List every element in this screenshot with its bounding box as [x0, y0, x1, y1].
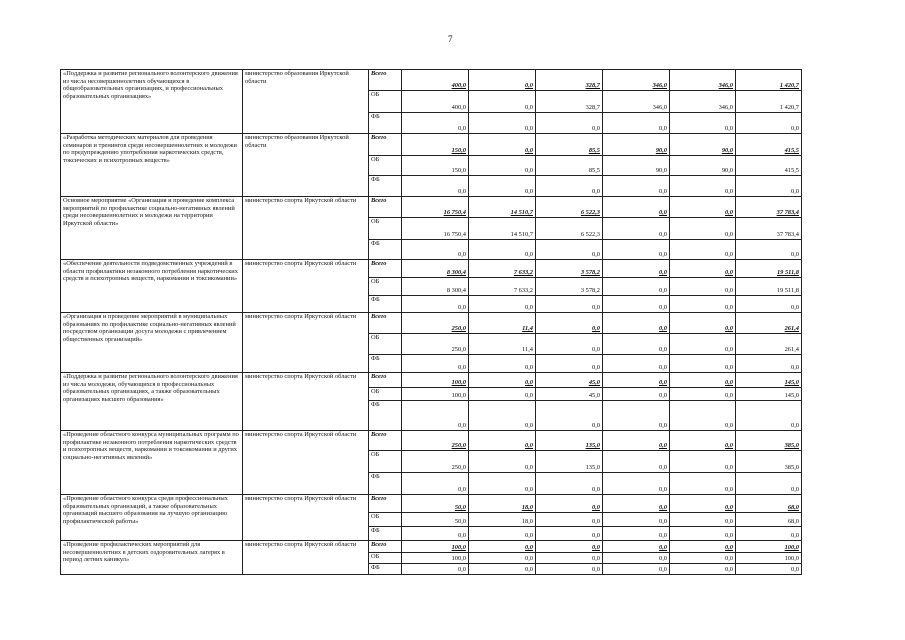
amount-total: 37 783,4: [736, 218, 802, 240]
amount-year-2: 0,0: [469, 134, 536, 156]
amount-year-2: 0,0: [469, 401, 536, 431]
amount-total: 385,0: [736, 431, 802, 451]
funding-source-label: ФБ: [369, 527, 402, 541]
amount-year-2: 14 510,7: [469, 197, 536, 218]
amount-total: 0,0: [736, 355, 802, 373]
amount-year-5: 0,0: [670, 313, 736, 334]
amount-year-3: 85,5: [536, 134, 603, 156]
funding-source-label: Всего: [369, 373, 402, 388]
amount-year-5: 0,0: [670, 541, 736, 553]
funding-source-label: Всего: [369, 197, 402, 218]
amount-year-4: 0,0: [603, 431, 670, 451]
amount-year-3: 0,0: [536, 176, 603, 197]
amount-year-1: 250,0: [402, 313, 469, 334]
amount-year-5: 0,0: [670, 355, 736, 373]
funding-source-label: ФБ: [369, 355, 402, 373]
amount-year-4: 0,0: [603, 218, 670, 240]
amount-year-5: 0,0: [670, 278, 736, 296]
amount-year-2: 0,0: [469, 564, 536, 575]
amount-year-3: 0,0: [536, 296, 603, 313]
funding-source-label: ФБ: [369, 240, 402, 260]
amount-year-2: 0,0: [469, 553, 536, 564]
responsible-executor: министерство спорта Иркутской области: [243, 260, 369, 313]
amount-year-3: 85,5: [536, 156, 603, 176]
amount-year-1: 0,0: [402, 355, 469, 373]
amount-year-5: 0,0: [670, 218, 736, 240]
amount-year-2: 0,0: [469, 388, 536, 401]
amount-year-5: 0,0: [670, 388, 736, 401]
amount-total: 68,0: [736, 495, 802, 513]
amount-year-3: 45,0: [536, 388, 603, 401]
amount-year-2: 18,0: [469, 513, 536, 527]
amount-year-1: 0,0: [402, 564, 469, 575]
amount-total: 68,0: [736, 513, 802, 527]
amount-year-3: 0,0: [536, 527, 603, 541]
amount-year-4: 0,0: [603, 401, 670, 431]
amount-year-1: 8 300,4: [402, 278, 469, 296]
amount-year-4: 0,0: [603, 527, 670, 541]
funding-source-label: ОБ: [369, 553, 402, 564]
amount-year-5: 346,0: [670, 91, 736, 113]
amount-year-2: 7 633,2: [469, 278, 536, 296]
amount-year-1: 8 300,4: [402, 260, 469, 278]
amount-year-5: 0,0: [670, 334, 736, 355]
amount-year-2: 0,0: [469, 113, 536, 134]
amount-year-2: 14 510,7: [469, 218, 536, 240]
table-row-total: [61, 373, 802, 388]
responsible-executor: министерство спорта Иркутской области: [243, 197, 369, 260]
amount-year-2: 0,0: [469, 355, 536, 373]
amount-year-4: 0,0: [603, 553, 670, 564]
responsible-executor: министерство спорта Иркутской области: [243, 373, 369, 431]
amount-year-3: 135,0: [536, 431, 603, 451]
amount-year-1: 150,0: [402, 134, 469, 156]
table-row-total: [61, 541, 802, 553]
amount-year-3: 0,0: [536, 401, 603, 431]
amount-year-5: 0,0: [670, 176, 736, 197]
amount-year-5: 0,0: [670, 513, 736, 527]
amount-total: 415,5: [736, 156, 802, 176]
amount-year-5: 346,0: [670, 70, 736, 91]
funding-source-label: Всего: [369, 260, 402, 278]
amount-year-1: 0,0: [402, 296, 469, 313]
amount-year-5: 0,0: [670, 564, 736, 575]
amount-year-1: 50,0: [402, 513, 469, 527]
amount-year-3: 0,0: [536, 240, 603, 260]
amount-year-4: 0,0: [603, 564, 670, 575]
amount-year-2: 0,0: [469, 70, 536, 91]
amount-year-4: 0,0: [603, 495, 670, 513]
amount-total: 100,0: [736, 553, 802, 564]
amount-year-4: 346,0: [603, 70, 670, 91]
amount-year-4: 0,0: [603, 113, 670, 134]
amount-year-3: 0,0: [536, 355, 603, 373]
funding-source-label: Всего: [369, 431, 402, 451]
amount-year-4: 0,0: [603, 334, 670, 355]
funding-source-label: ОБ: [369, 278, 402, 296]
amount-year-1: 250,0: [402, 334, 469, 355]
amount-year-3: 0,0: [536, 113, 603, 134]
amount-year-3: 3 578,2: [536, 278, 603, 296]
amount-year-1: 16 750,4: [402, 218, 469, 240]
funding-source-label: Всего: [369, 495, 402, 513]
amount-year-2: 0,0: [469, 373, 536, 388]
amount-year-3: 0,0: [536, 334, 603, 355]
funding-source-label: Всего: [369, 541, 402, 553]
funding-source-label: ФБ: [369, 296, 402, 313]
funding-source-label: ОБ: [369, 513, 402, 527]
amount-year-5: 0,0: [670, 373, 736, 388]
amount-year-4: 0,0: [603, 355, 670, 373]
table-row-total: [61, 134, 802, 156]
amount-year-1: 100,0: [402, 373, 469, 388]
amount-year-1: 400,0: [402, 91, 469, 113]
amount-year-3: 3 578,2: [536, 260, 603, 278]
amount-year-4: 0,0: [603, 541, 670, 553]
amount-year-5: 0,0: [670, 451, 736, 473]
activity-name: «Поддержка и развитие регионального волонтерского движения из числа несовершеннолетних обучающихся в общеобразовательных организациях, и профессиональных образовательных организациях»: [61, 70, 243, 134]
activity-name: «Проведение профилактических мероприятий для несовершеннолетних в детских оздоровительных лагерях в период летних каникул»: [61, 541, 243, 575]
responsible-executor: министерство спорта Иркутской области: [243, 313, 369, 373]
amount-year-4: 0,0: [603, 373, 670, 388]
amount-year-5: 90,0: [670, 134, 736, 156]
amount-year-3: 0,0: [536, 495, 603, 513]
amount-year-5: 0,0: [670, 113, 736, 134]
funding-source-label: ОБ: [369, 334, 402, 355]
funding-source-label: ФБ: [369, 176, 402, 197]
amount-year-4: 0,0: [603, 451, 670, 473]
amount-year-1: 250,0: [402, 451, 469, 473]
amount-year-2: 18,0: [469, 495, 536, 513]
responsible-executor: министерство спорта Иркутской области: [243, 541, 369, 575]
amount-total: 0,0: [736, 401, 802, 431]
amount-total: 37 783,4: [736, 197, 802, 218]
amount-total: 0,0: [736, 296, 802, 313]
table-row-total: [61, 260, 802, 278]
amount-year-1: 0,0: [402, 473, 469, 495]
amount-year-3: 45,0: [536, 373, 603, 388]
funding-source-label: ОБ: [369, 156, 402, 176]
funding-source-label: ОБ: [369, 451, 402, 473]
amount-year-5: 0,0: [670, 296, 736, 313]
amount-year-4: 0,0: [603, 388, 670, 401]
amount-total: 385,0: [736, 451, 802, 473]
amount-year-5: 0,0: [670, 240, 736, 260]
amount-year-1: 0,0: [402, 176, 469, 197]
amount-year-2: 0,0: [469, 431, 536, 451]
amount-year-1: 50,0: [402, 495, 469, 513]
amount-year-5: 0,0: [670, 553, 736, 564]
amount-year-2: 11,4: [469, 313, 536, 334]
amount-year-3: 328,7: [536, 70, 603, 91]
amount-year-4: 0,0: [603, 176, 670, 197]
amount-year-1: 100,0: [402, 553, 469, 564]
amount-total: 0,0: [736, 240, 802, 260]
amount-year-1: 0,0: [402, 240, 469, 260]
amount-total: 415,5: [736, 134, 802, 156]
amount-total: 19 511,8: [736, 260, 802, 278]
amount-year-4: 90,0: [603, 156, 670, 176]
amount-year-2: 0,0: [469, 91, 536, 113]
amount-year-2: 0,0: [469, 240, 536, 260]
amount-total: 1 420,7: [736, 91, 802, 113]
amount-year-2: 0,0: [469, 176, 536, 197]
amount-year-2: 7 633,2: [469, 260, 536, 278]
amount-year-2: 0,0: [469, 296, 536, 313]
amount-year-4: 90,0: [603, 134, 670, 156]
amount-year-4: 346,0: [603, 91, 670, 113]
amount-total: 0,0: [736, 527, 802, 541]
amount-year-4: 0,0: [603, 296, 670, 313]
amount-total: 0,0: [736, 564, 802, 575]
funding-source-label: ОБ: [369, 218, 402, 240]
amount-year-3: 135,0: [536, 451, 603, 473]
amount-year-1: 0,0: [402, 527, 469, 541]
amount-year-5: 90,0: [670, 156, 736, 176]
responsible-executor: министерство спорта Иркутской области: [243, 495, 369, 541]
amount-year-3: 0,0: [536, 313, 603, 334]
activity-name: «Организация и проведение мероприятий в муниципальных образованиях по профилактике социально-негативных явлений посредством организации досуга молодежи с привлечением общественных организаций»: [61, 313, 243, 373]
amount-year-2: 11,4: [469, 334, 536, 355]
page-number: 7: [448, 34, 453, 44]
amount-year-5: 0,0: [670, 495, 736, 513]
amount-year-3: 6 522,3: [536, 218, 603, 240]
amount-year-2: 0,0: [469, 451, 536, 473]
amount-total: 0,0: [736, 176, 802, 197]
amount-total: 261,4: [736, 313, 802, 334]
amount-total: 261,4: [736, 334, 802, 355]
amount-year-4: 0,0: [603, 313, 670, 334]
amount-year-4: 0,0: [603, 513, 670, 527]
table-row-total: [61, 197, 802, 218]
amount-year-4: 0,0: [603, 278, 670, 296]
table-row-total: [61, 313, 802, 334]
amount-year-1: 0,0: [402, 113, 469, 134]
amount-year-5: 0,0: [670, 401, 736, 431]
amount-year-2: 0,0: [469, 156, 536, 176]
responsible-executor: министерство образования Иркутской области: [243, 134, 369, 197]
amount-total: 145,0: [736, 373, 802, 388]
activity-name: «Поддержка и развитие регионального волонтерского движения из числа молодежи, обучающихся в профессиональных образовательных организациях, а также образовательных организациях высшего образования»: [61, 373, 243, 431]
amount-total: 1 420,7: [736, 70, 802, 91]
amount-total: 0,0: [736, 473, 802, 495]
amount-year-3: 0,0: [536, 513, 603, 527]
funding-source-label: ФБ: [369, 401, 402, 431]
responsible-executor: министерство спорта Иркутской области: [243, 431, 369, 495]
amount-year-3: 0,0: [536, 473, 603, 495]
amount-year-2: 0,0: [469, 473, 536, 495]
amount-total: 145,0: [736, 388, 802, 401]
funding-source-label: Всего: [369, 313, 402, 334]
funding-source-label: ОБ: [369, 388, 402, 401]
amount-total: 100,0: [736, 541, 802, 553]
amount-year-3: 328,7: [536, 91, 603, 113]
amount-year-4: 0,0: [603, 260, 670, 278]
table-row-total: [61, 70, 802, 91]
funding-source-label: ФБ: [369, 473, 402, 495]
responsible-executor: министерство образования Иркутской области: [243, 70, 369, 134]
amount-year-3: 0,0: [536, 564, 603, 575]
activity-name: «Разработка методических материалов для проведения семинаров и тренингов среди несовершеннолетних и молодежи по предупреждению употребления наркотических средств, токсических и психотропных веществ»: [61, 134, 243, 197]
amount-year-4: 0,0: [603, 197, 670, 218]
amount-year-4: 0,0: [603, 240, 670, 260]
amount-year-5: 0,0: [670, 260, 736, 278]
table-row-total: [61, 495, 802, 513]
amount-year-3: 0,0: [536, 541, 603, 553]
funding-source-label: ФБ: [369, 564, 402, 575]
amount-year-5: 0,0: [670, 431, 736, 451]
funding-source-label: Всего: [369, 70, 402, 91]
amount-year-1: 400,0: [402, 70, 469, 91]
table-row-total: [61, 431, 802, 451]
amount-year-1: 16 750,4: [402, 197, 469, 218]
amount-year-3: 6 522,3: [536, 197, 603, 218]
amount-year-5: 0,0: [670, 527, 736, 541]
amount-year-2: 0,0: [469, 527, 536, 541]
amount-year-5: 0,0: [670, 473, 736, 495]
funding-source-label: ОБ: [369, 91, 402, 113]
amount-year-1: 150,0: [402, 156, 469, 176]
amount-year-1: 250,0: [402, 431, 469, 451]
funding-source-label: Всего: [369, 134, 402, 156]
amount-year-4: 0,0: [603, 473, 670, 495]
amount-year-1: 100,0: [402, 541, 469, 553]
amount-year-5: 0,0: [670, 197, 736, 218]
amount-total: 0,0: [736, 113, 802, 134]
amount-total: 19 511,8: [736, 278, 802, 296]
activity-name: «Проведение областного конкурса муниципальных программ по профилактике незаконного потребления наркотических средств и психотропных веществ, наркомании и токсикомании и других социально-негативных явлений»: [61, 431, 243, 495]
budget-table: [60, 69, 802, 575]
amount-year-1: 0,0: [402, 401, 469, 431]
activity-name: «Обеспечение деятельности подведомственных учреждений в области профилактики незаконного потребления наркотических средств и психотропных веществ, наркомании и токсикомании»: [61, 260, 243, 313]
amount-year-2: 0,0: [469, 541, 536, 553]
funding-source-label: ФБ: [369, 113, 402, 134]
amount-year-3: 0,0: [536, 553, 603, 564]
activity-name: Основное мероприятие «Организация и проведение комплекса мероприятий по профилактике социально-негативных явлений среди несовершеннолетних и молодежи на территории Иркутской области»: [61, 197, 243, 260]
activity-name: «Проведение областного конкурса среди профессиональных образовательных организаций, а также образовательных организаций высшего образования на лучшую организацию профилактической работы»: [61, 495, 243, 541]
amount-year-1: 100,0: [402, 388, 469, 401]
